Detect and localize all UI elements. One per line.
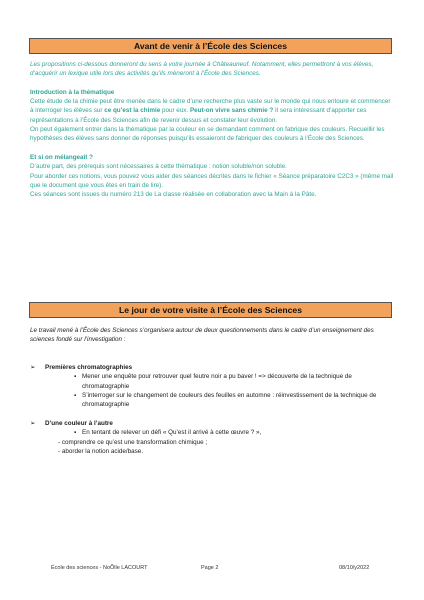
bullet-chromatographies bbox=[30, 363, 394, 372]
text-part: pour eux. bbox=[160, 107, 190, 115]
bullet-title: Premières chromatographies bbox=[45, 364, 133, 372]
heading-melange: Et si on mélangeait ? bbox=[30, 153, 93, 161]
bold-question: Peut-on vivre sans chimie ? bbox=[189, 107, 274, 115]
paragraph-seances: Pour aborder ces notions, vous pouvez vous aider des séances décrites dans le fichier « Séance préparatoire C2C3 » (même mail que le document que vous êtes en train de lire). bbox=[30, 172, 394, 189]
text-part: Il sera intéressant d’apporter ces représentations à l’École des Sciences afin de revenir dessus et constater leur évolution. bbox=[30, 107, 367, 124]
square-bullet-icon: ▪ bbox=[74, 429, 77, 437]
paragraph-prerequis: D’autre part, des prérequis sont nécessaires à cette thématique : notion soluble/non soluble. bbox=[30, 163, 287, 171]
bullet-title: D’une couleur à l’autre bbox=[45, 419, 113, 427]
sub-bullet-text: S’interroger sur le changement de couleurs des feuilles en automne : réinvestissement de la technique de chromatographie bbox=[82, 392, 377, 409]
paragraph-source: Ces séances sont issues du numéro 213 de La classe réalisée en collaboration avec la Main à la Pâte. bbox=[30, 191, 317, 199]
sub-bullet bbox=[30, 372, 394, 391]
section-1-intro: Les propositions ci-dessous donneront du sens à votre journée à Châteauneuf. Notamment, elles permettront à vos élèves, d’acquérir un lexique utile lors des activités qu’ils mèneront à l’École des Sciences. bbox=[30, 61, 374, 78]
arrow-icon: ➢ bbox=[30, 419, 36, 427]
sub-bullet-text: En tentant de relever un défi « Qu’est il arrivé à cette œuvre ? », bbox=[82, 429, 262, 437]
bullet-couleur bbox=[30, 419, 394, 428]
section-1-body bbox=[30, 60, 394, 199]
heading-introduction: Introduction à la thématique bbox=[30, 88, 115, 96]
paragraph-chimie bbox=[30, 97, 394, 125]
dash-line: - comprendre ce qu’est une transformation chimique ; bbox=[58, 438, 208, 446]
dash-line: - aborder la notion acide/base. bbox=[58, 447, 144, 455]
footer-author: École des sciences - NoÕlle LACOURT bbox=[51, 565, 148, 571]
section-1-title: Avant de venir à l’École des Sciences bbox=[29, 38, 392, 54]
paragraph-couleur: On peut également entrer dans la thématique par la couleur en se demandant comment on fabrique des couleurs. Recueillir les hypothèses des élèves sans donner de réponses puisqu’ils essaieront de fabriquer des couleurs à l’École des Sciences. bbox=[30, 126, 385, 143]
text-part: Cette étude de la chimie peut être menée dans le cadre d’une recherche plus vaste sur le monde qui nous entoure et commencer à interroger les élèves sur bbox=[30, 98, 391, 115]
section-2-title: Le jour de votre visite à l’École des Sciences bbox=[29, 302, 392, 318]
arrow-icon: ➢ bbox=[30, 364, 36, 372]
sub-bullet bbox=[30, 428, 394, 437]
footer-date: 08/10/y2022 bbox=[339, 565, 370, 571]
sub-bullet-text: Mener une enquête pour retrouver quel feutre noir a pu baver ! => découverte de la technique de chromatographie bbox=[82, 373, 352, 390]
section-2-intro: Le travail mené à l’École des Sciences s’organisera autour de deux questionnements dans le cadre d’un enseignement des sciences fondé sur l’investigation : bbox=[30, 327, 374, 344]
sub-bullet bbox=[30, 391, 394, 410]
section-2-body bbox=[30, 326, 394, 456]
bold-chimie: ce qu’est la chimie bbox=[104, 107, 161, 115]
square-bullet-icon: ▪ bbox=[74, 392, 77, 400]
square-bullet-icon: ▪ bbox=[74, 373, 77, 381]
footer-page-number: Page 2 bbox=[201, 565, 219, 571]
